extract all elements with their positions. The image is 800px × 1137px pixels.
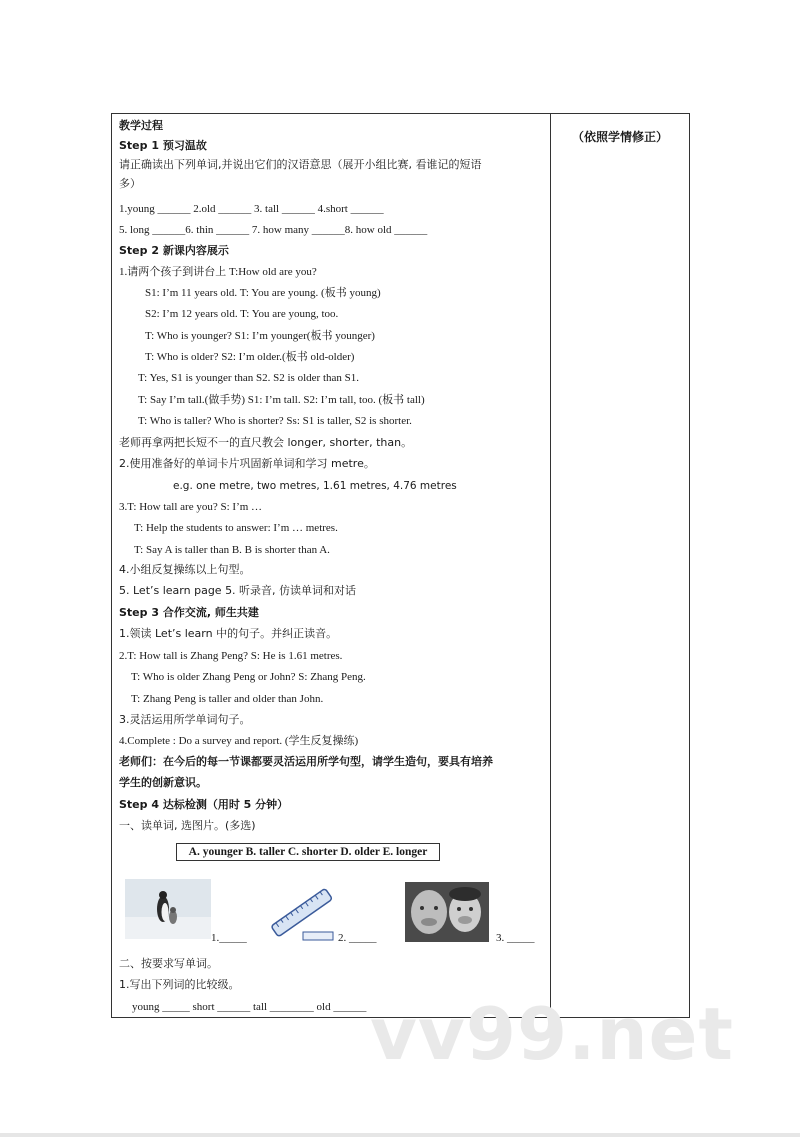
dialog-line: T: Help the students to answer: I’m … metres. — [134, 522, 338, 534]
dialog-line: 3.T: How tall are you? S: I’m … — [119, 501, 263, 513]
exercise-2-title: 二、按要求写单词。 — [119, 957, 218, 970]
step1-instruction-cont: 多） — [119, 177, 141, 190]
word-list-2: 5. long ______6. thin ______ 7. how many ______8. how old ______ — [119, 224, 428, 236]
activity-line: 2.使用准备好的单词卡片巩固新单词和学习 metre。 — [119, 457, 375, 470]
teacher-reminder: 老师们：在今后的每一节课都要灵活运用所学句型，请学生造句，要具有培养 — [119, 755, 493, 768]
exercise-1-title: 一、读单词, 选图片。(多选) — [119, 819, 256, 832]
picture-2-blank: 2. _____ — [338, 932, 377, 944]
activity-line: 4.小组反复操练以上句型。 — [119, 563, 251, 576]
dialog-line: S2: I’m 12 years old. T: You are young, too. — [145, 308, 339, 320]
dialog-line: T: Say I’m tall.(做手势) S1: I’m tall. S2: I’m tall, too. (板书 tall) — [138, 394, 425, 406]
exercise-2-instruction: 1.写出下列词的比较级。 — [119, 978, 240, 991]
word-options-box: A. younger B. taller C. shorter D. older E. longer — [176, 843, 440, 861]
dialog-line: 1.请两个孩子到讲台上 T:How old are you? — [119, 266, 317, 278]
column-divider — [550, 114, 551, 1017]
section-title: 教学过程 — [119, 119, 163, 132]
ruler-drawing — [267, 882, 337, 944]
step2-heading: Step 2 新课内容展示 — [119, 244, 229, 257]
dialog-line: T: Who is taller? Who is shorter? Ss: S1 is taller, S2 is shorter. — [138, 415, 412, 427]
dialog-line: T: Say A is taller than B. B is shorter than A. — [134, 544, 330, 556]
activity-line: 5. Let’s learn page 5. 听录音, 仿读单词和对话 — [119, 584, 357, 597]
picture-3-blank: 3. _____ — [496, 932, 535, 944]
watermark: vv99.net — [370, 992, 734, 1076]
activity-line: 3.灵活运用所学单词句子。 — [119, 713, 251, 726]
example-line: e.g. one metre, two metres, 1.61 metres, 4.76 metres — [173, 480, 457, 492]
dialog-line: T: Who is older Zhang Peng or John? S: Zhang Peng. — [131, 671, 366, 683]
step3-heading: Step 3 合作交流, 师生共建 — [119, 606, 259, 619]
dialog-line: 2.T: How tall is Zhang Peng? S: He is 1.61 metres. — [119, 650, 343, 662]
old-man-and-child-photo — [405, 882, 489, 942]
activity-line: 4.Complete : Do a survey and report. (学生反复操练) — [119, 735, 359, 747]
lesson-table — [111, 113, 690, 1018]
teacher-note: 老师再拿两把长短不一的直尺教会 longer, shorter, than。 — [119, 436, 413, 449]
step1-instruction: 请正确读出下列单词,并说出它们的汉语意思（展开小组比赛, 看谁记的短语 — [119, 158, 482, 171]
comparative-blanks: young _____ short ______ tall ________ old ______ — [132, 1001, 367, 1013]
penguin-photo — [125, 879, 211, 939]
dialog-line: T: Who is younger? S1: I’m younger(板书 younger) — [145, 330, 375, 342]
step1-heading: Step 1 预习温故 — [119, 139, 207, 152]
step4-heading: Step 4 达标检测（用时 5 分钟） — [119, 798, 289, 811]
dialog-line: T: Who is older? S2: I’m older.(板书 old-older) — [145, 351, 355, 363]
picture-1-blank: 1._____ — [211, 932, 247, 944]
revision-column-title: （依照学情修正） — [571, 130, 668, 144]
page-bottom-edge — [0, 1133, 800, 1137]
dialog-line: S1: I’m 11 years old. T: You are young. (板书 young) — [145, 287, 381, 299]
dialog-line: T: Yes, S1 is younger than S2. S2 is older than S1. — [138, 372, 359, 384]
activity-line: 1.领读 Let’s learn 中的句子。并纠正读音。 — [119, 627, 338, 640]
word-list-1: 1.young ______ 2.old ______ 3. tall ______ 4.short ______ — [119, 203, 384, 215]
dialog-line: T: Zhang Peng is taller and older than John. — [131, 693, 324, 705]
teacher-reminder-cont: 学生的创新意识。 — [119, 776, 207, 789]
